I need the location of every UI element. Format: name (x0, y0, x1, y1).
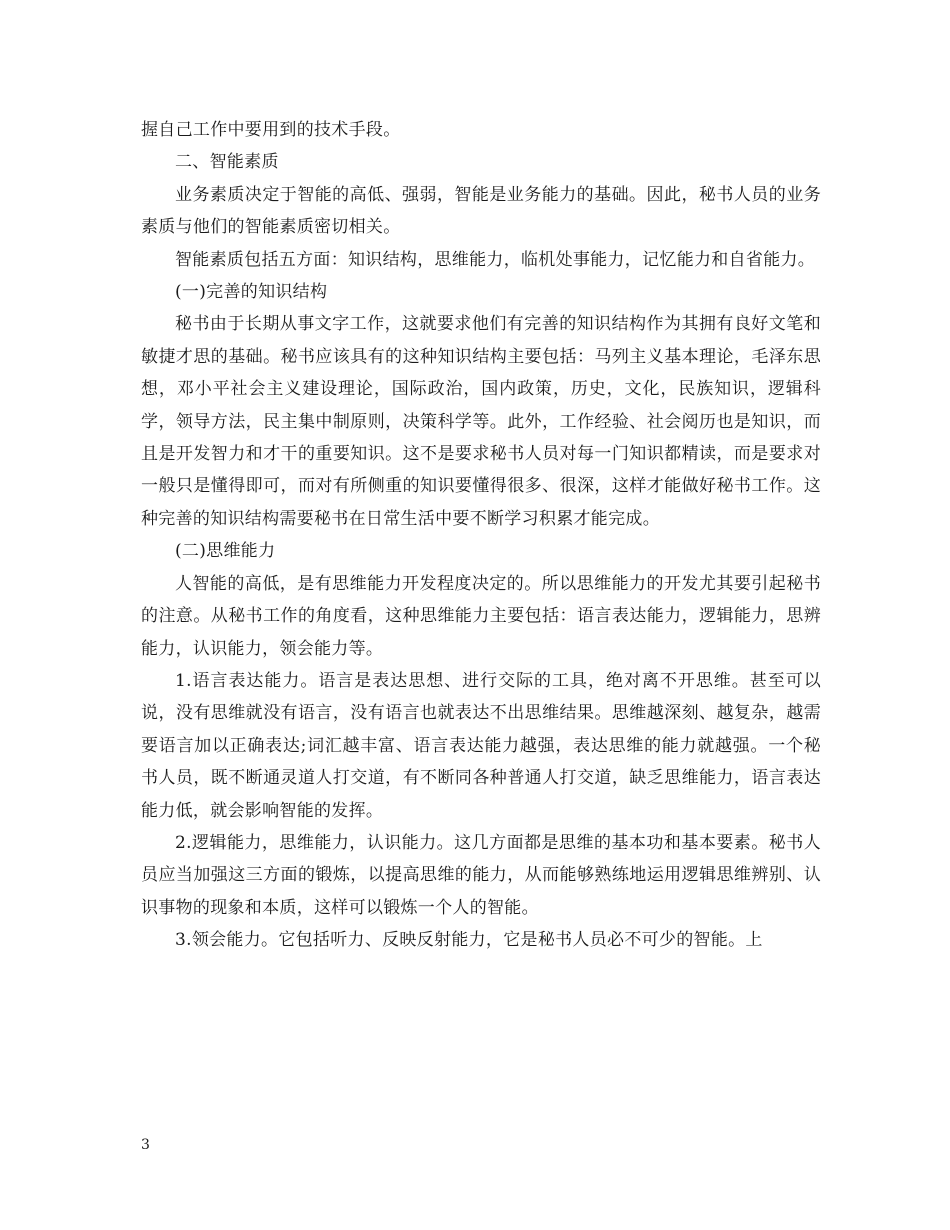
paragraph: 业务素质决定于智能的高低、强弱，智能是业务能力的基础。因此，秘书人员的业务素质与他们的智能素质密切相关。 (141, 184, 821, 238)
paragraph: 1.语言表达能力。语言是表达思想、进行交际的工具，绝对离不开思维。甚至可以说，没有思维就没有语言，没有语言也就表达不出思维结果。思维越深刻、越复杂，越需要语言加以正确表达;词汇越丰富、语言表达能力越强，表达思维的能力就越强。一个秘书人员，既不断通灵道人打交道，有不断同各种普通人打交道，缺乏思维能力，语言表达能力低，就会影响智能的发挥。 (141, 670, 821, 821)
subsection-heading: (一)完善的知识结构 (175, 282, 328, 303)
paragraph: 智能素质包括五方面：知识结构，思维能力，临机处事能力，记忆能力和自省能力。 (175, 249, 816, 270)
page-number: 3 (141, 1137, 150, 1153)
subsection-heading: (二)思维能力 (175, 541, 276, 562)
paragraph: 3.领会能力。它包括听力、反映反射能力，它是秘书人员必不可少的智能。上 (175, 930, 763, 951)
paragraph: 握自己工作中要用到的技术手段。 (141, 120, 401, 140)
body-text (141, 114, 821, 957)
paragraph: 2.逻辑能力，思维能力，认识能力。这几方面都是思维的基本功和基本要素。秘书人员应当加强这三方面的锻炼，以提高思维的能力，从而能够熟练地运用逻辑思维辨别、认识事物的现象和本质，这样可以锻炼一个人的智能。 (141, 832, 821, 918)
paragraph: 秘书由于长期从事文字工作，这就要求他们有完善的知识结构作为其拥有良好文笔和敏捷才思的基础。秘书应该具有的这种知识结构主要包括：马列主义基本理论，毛泽东思想，邓小平社会主义建设理论，国际政治，国内政策，历史，文化，民族知识，逻辑科学，领导方法，民主集中制原则，决策科学等。此外，工作经验、社会阅历也是知识，而且是开发智力和才干的重要知识。这不是要求秘书人员对每一门知识都精读，而是要求对一般只是懂得即可，而对有所侧重的知识要懂得很多、很深，这样才能做好秘书工作。这种完善的知识结构需要秘书在日常生活中要不断学习积累才能完成。 (141, 314, 821, 529)
section-heading: 二、智能素质 (175, 152, 279, 173)
paragraph: 人智能的高低，是有思维能力开发程度决定的。所以思维能力的开发尤其要引起秘书的注意。从秘书工作的角度看，这种思维能力主要包括：语言表达能力，逻辑能力，思辨能力，认识能力，领会能力等。 (141, 573, 821, 659)
